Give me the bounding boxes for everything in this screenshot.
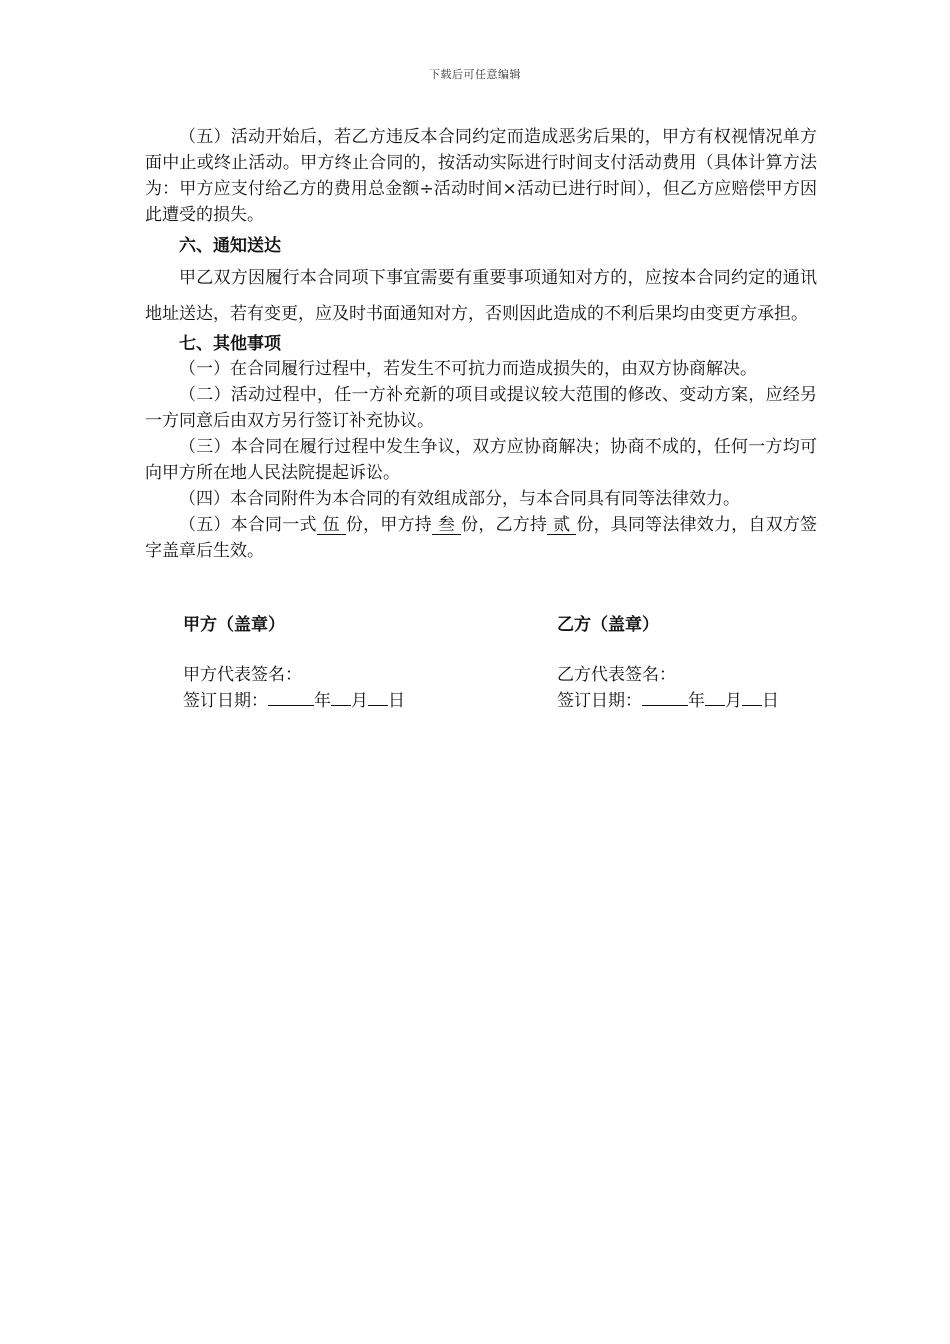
section-6-heading: 六、通知送达 (179, 236, 281, 256)
party-b-seal-title: 乙方（盖章） (557, 615, 659, 635)
party-a-signature (183, 612, 483, 714)
contract-body (145, 124, 817, 564)
party-b-day-unit: 日 (762, 691, 779, 711)
party-b-day-blank[interactable] (742, 689, 762, 706)
party-a-month-unit: 月 (351, 691, 368, 711)
section-7-heading: 七、其他事项 (179, 334, 281, 354)
party-a-year-blank[interactable] (268, 689, 314, 706)
item-5-party-a-prefix: 份，甲方持 (345, 515, 432, 535)
party-a-date-label: 签订日期： (183, 691, 268, 711)
page-header: 下载后可任意编辑 (429, 68, 521, 81)
section-7-item-1: （一）在合同履行过程中，若发生不可抗力而造成损失的，由双方协商解决。 (179, 359, 757, 379)
party-b-signature (557, 612, 857, 714)
party-b-year-unit: 年 (688, 691, 705, 711)
party-b-month-unit: 月 (725, 691, 742, 711)
party-a-year-unit: 年 (314, 691, 331, 711)
clause-5-5: （五）活动开始后，若乙方违反本合同约定而造成恶劣后果的，甲方有权视情况单方面中止或终止活动。甲方终止合同的，按活动实际进行时间支付活动费用（具体计算方法为：甲方应支付给乙方的费用总金额÷活动时间×活动已进行时间），但乙方应赔偿甲方因此遭受的损失。 (145, 127, 817, 225)
party-b-sign-date (557, 688, 857, 714)
party-a-seal-title: 甲方（盖章） (183, 615, 285, 635)
item-5-party-b-prefix: 份，乙方持 (460, 515, 548, 535)
section-7-item-5 (145, 512, 817, 564)
party-a-sign-date (183, 688, 483, 714)
party-a-rep-signature: 甲方代表签名： (183, 665, 302, 685)
section-7-item-4: （四）本合同附件为本合同的有效组成部分，与本合同具有同等法律效力。 (179, 489, 740, 509)
party-a-day-unit: 日 (388, 691, 405, 711)
party-b-rep-signature: 乙方代表签名： (557, 665, 676, 685)
section-7-item-2: （二）活动过程中，任一方补充新的项目或提议较大范围的修改、变动方案，应经另一方同意后由双方另行签订补充协议。 (145, 385, 817, 431)
party-b-date-label: 签订日期： (557, 691, 642, 711)
item-5-suffix: 份，具同等法律效力，自双方签字盖章后生效。 (145, 515, 818, 561)
party-b-year-blank[interactable] (642, 689, 688, 706)
party-a-day-blank[interactable] (368, 689, 388, 706)
section-7-item-3: （三）本合同在履行过程中发生争议，双方应协商解决；协商不成的，任何一方均可向甲方所在地人民法院提起诉讼。 (145, 437, 817, 483)
party-a-month-blank[interactable] (331, 689, 351, 706)
party-a-copies-value: 叁 (432, 516, 461, 535)
party-b-month-blank[interactable] (705, 689, 725, 706)
total-copies-value: 伍 (317, 516, 346, 535)
item-5-prefix: （五）本合同一式 (179, 515, 317, 535)
section-6-text: 甲乙双方因履行本合同项下事宜需要有重要事项通知对方的，应按本合同约定的通讯地址送达，若有变更，应及时书面通知对方，否则因此造成的不利后果均由变更方承担。 (145, 268, 817, 324)
party-b-copies-value: 贰 (547, 516, 576, 535)
